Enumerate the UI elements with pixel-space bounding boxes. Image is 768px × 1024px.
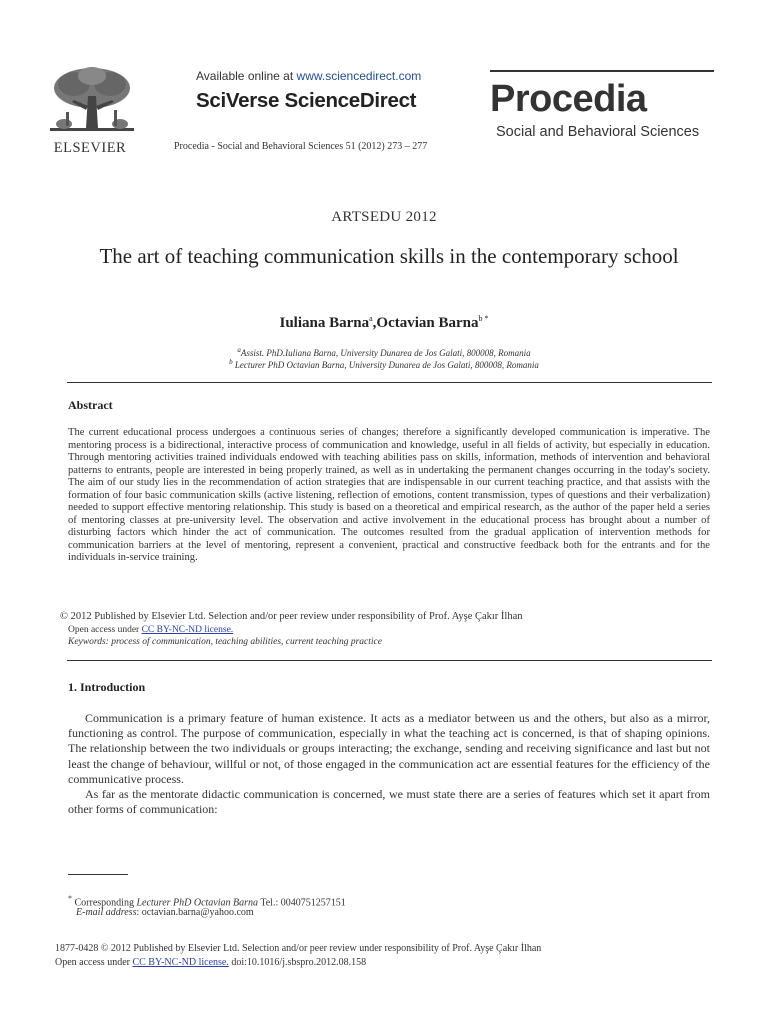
author-1-mark: a (369, 314, 373, 323)
footer-license-link[interactable]: CC BY-NC-ND license. (132, 957, 229, 968)
affiliation-a (0, 346, 768, 358)
affiliation-a-text: Assist. PhD.Iuliana Barna, University Dunarea de Jos Galati, 800008, Romania (240, 348, 531, 358)
paragraph: Communication is a primary feature of human existence. It acts as a mediator between us and the others, but also as a mirror, functioning as control. The purpose of communication, especially in what the teaching act is concerned, is that of shaping opinions. The relationship between the two individuals or groups interacting; the exchange, sending and receiving significance and last but not least the change of behaviour, willful or not, of those engaged in the communication act are essential features for the efficiency of the communicative process. (68, 711, 710, 786)
affiliation-b (0, 358, 768, 370)
publisher-wordmark: ELSEVIER (53, 140, 127, 156)
author-separator: , (372, 315, 377, 331)
open-access-line (68, 625, 233, 635)
platform-logo: SciVerse ScienceDirect (196, 89, 417, 112)
copyright-line: © 2012 Published by Elsevier Ltd. Selection and/or peer review under responsibility of Prof. Ayşe Çakır İlhan (60, 611, 523, 622)
section-body (68, 711, 710, 817)
footer-doi-line (55, 957, 366, 968)
affiliation-a-mark: a (237, 346, 241, 354)
paragraph: As far as the mentorate didactic communication is concerned, we must state there are a series of features which set it apart from other forms of communication: (68, 787, 710, 817)
section-heading: 1. Introduction (68, 680, 146, 694)
license-link[interactable]: CC BY-NC-ND license. (141, 625, 234, 635)
journal-logo: Procedia (490, 78, 647, 120)
author-2: Octavian Barna (376, 315, 479, 331)
conference-name: ARTSEDU 2012 (331, 209, 437, 225)
available-online-prefix: Available online at (196, 69, 297, 83)
available-online-line (196, 69, 421, 83)
abstract-heading: Abstract (68, 398, 113, 412)
author-line (0, 314, 768, 332)
author-2-mark: b * (478, 314, 489, 323)
journal-logo-subtitle: Social and Behavioral Sciences (496, 124, 700, 140)
divider (67, 382, 712, 383)
abstract-body: The current educational process undergoes a continuous series of changes; therefore a significantly developed communication is imperative. The mentoring process is a bidirectional, interactive process of communication and knowledge, useful in all fields of activity, but especially in education. Through mentoring activities trained individuals endowed with teaching abilities pass on skills, information, methods of intervention and behavioral patterns to entrants, people are interested in being properly trained, as well as in undertaking the permanent changes occurring in the today's society. The aim of our study lies in the recommendation of action strategies that are indispensable in our current teaching practice, and that assists with the formation of four basic communication skills (active listening, reflection of emotions, content transmission, types of questions and their verbalization) needed to support effective mentoring relationship. This study is based on a theoretical and empirical research, as the author of the paper held a series of mentoring classes at pre-university level. The observation and active involvement in the educational process has brought about a number of disturbing factors which hinder the act of communication. The outcomes resulted from the gradual application of intervention methods for communication barriers at the level of mentoring, represent a convenient, practical and constructive feedback both for the entrants and for the individuals in-service training. (68, 427, 710, 563)
footnote-email (76, 907, 254, 918)
elsevier-tree-logo (44, 66, 140, 142)
keywords-label: Keywords: (68, 637, 109, 647)
open-access-prefix: Open access under (68, 625, 142, 635)
author-1: Iuliana Barna (279, 315, 370, 331)
divider (67, 660, 712, 661)
journal-citation-line: Procedia - Social and Behavioral Sciences 51 (2012) 273 – 277 (174, 141, 428, 152)
keywords-text: process of communication, teaching abilities, current teaching practice (108, 637, 382, 647)
footnote-name: Lecturer PhD Octavian Barna (136, 897, 259, 909)
footnote-mark: * (68, 894, 72, 903)
article-title: The art of teaching communication skills in the contemporary school (99, 244, 679, 268)
footnote-tel: Tel.: 0040751257151 (258, 897, 346, 909)
footnote-email-value: : octavian.barna@yahoo.com (136, 907, 254, 918)
affiliation-b-text: Lecturer PhD Octavian Barna, University Dunarea de Jos Galati, 800008, Romania (234, 360, 539, 370)
journal-logo-rule (490, 70, 714, 72)
footnote-prefix: Corresponding (72, 897, 137, 909)
footer-open-access-prefix: Open access under (55, 957, 133, 968)
footnote-email-label: E-mail address (76, 907, 137, 918)
footer-doi: doi:10.1016/j.sbspro.2012.08.158 (228, 957, 367, 968)
affiliation-b-mark: b (229, 358, 233, 366)
sciencedirect-link[interactable]: www.sciencedirect.com (296, 69, 422, 83)
footer-copyright: 1877-0428 © 2012 Published by Elsevier Ltd. Selection and/or peer review under responsibility of Prof. Ayşe Çakır İlhan (55, 943, 542, 954)
keywords-line (68, 637, 382, 647)
footnote-rule (68, 874, 128, 875)
